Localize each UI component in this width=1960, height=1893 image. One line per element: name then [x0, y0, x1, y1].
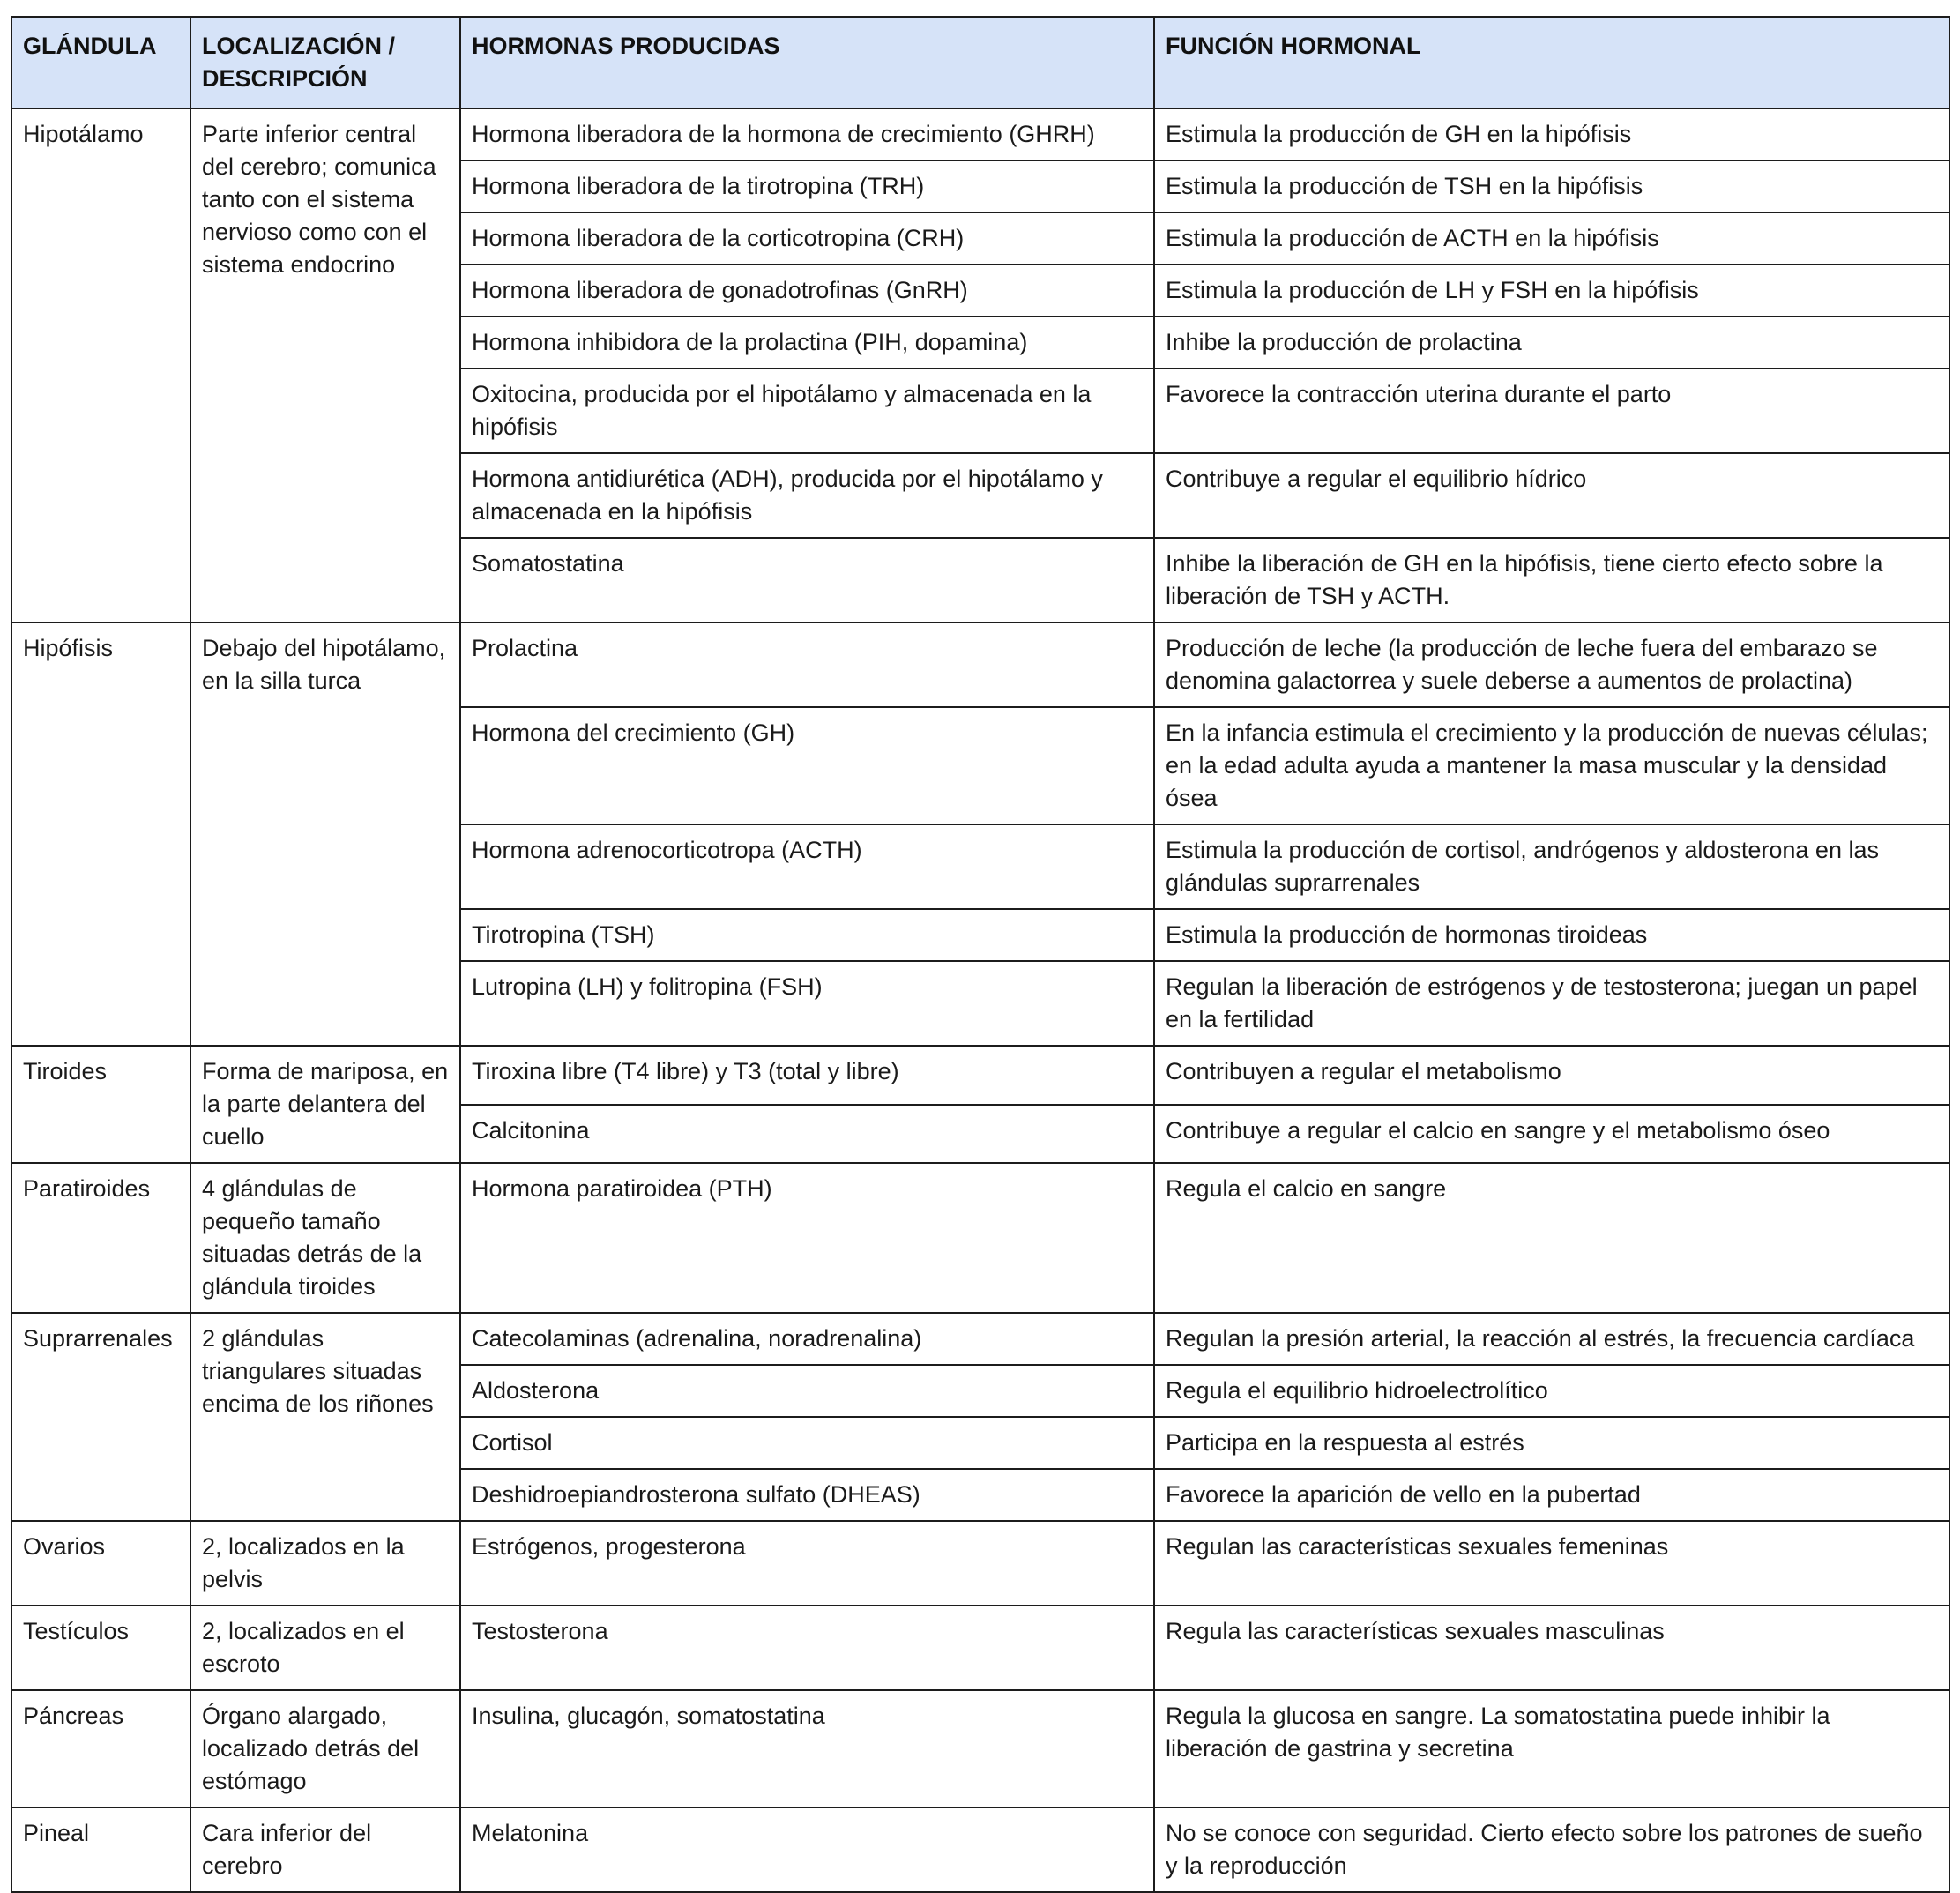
hormone-cell: Prolactina	[460, 622, 1154, 707]
hormone-cell: Calcitonina	[460, 1105, 1154, 1164]
hormone-table	[11, 16, 1950, 1893]
hormone-cell: Somatostatina	[460, 538, 1154, 622]
gland-cell: Ovarios	[11, 1521, 190, 1606]
hormone-cell: Lutropina (LH) y folitropina (FSH)	[460, 961, 1154, 1046]
location-cell: 2, localizados en el escroto	[190, 1606, 460, 1690]
gland-cell: Hipófisis	[11, 622, 190, 1046]
table-row	[11, 1807, 1949, 1892]
function-cell: Regula la glucosa en sangre. La somatostatina puede inhibir la liberación de gastrina y secretina	[1154, 1690, 1949, 1807]
gland-cell: Suprarrenales	[11, 1313, 190, 1521]
function-cell: Participa en la respuesta al estrés	[1154, 1417, 1949, 1469]
location-cell: Parte inferior central del cerebro; comunica tanto con el sistema nervioso como con el sistema endocrino	[190, 108, 460, 622]
function-cell: Contribuye a regular el equilibrio hídrico	[1154, 453, 1949, 538]
gland-cell: Pineal	[11, 1807, 190, 1892]
table-row	[11, 1163, 1949, 1313]
function-cell: Regula el equilibrio hidroelectrolítico	[1154, 1365, 1949, 1417]
table-row	[11, 622, 1949, 707]
hormone-cell: Hormona liberadora de la corticotropina (CRH)	[460, 212, 1154, 265]
function-cell: Contribuyen a regular el metabolismo	[1154, 1046, 1949, 1105]
header-hormones: HORMONAS PRODUCIDAS	[460, 17, 1154, 108]
gland-cell: Hipotálamo	[11, 108, 190, 622]
function-cell: Contribuye a regular el calcio en sangre y el metabolismo óseo	[1154, 1105, 1949, 1164]
hormone-cell: Hormona liberadora de la hormona de crecimiento (GHRH)	[460, 108, 1154, 160]
function-cell: Regula las características sexuales masculinas	[1154, 1606, 1949, 1690]
gland-cell: Testículos	[11, 1606, 190, 1690]
function-cell: Inhibe la producción de prolactina	[1154, 317, 1949, 369]
hormone-cell: Catecolaminas (adrenalina, noradrenalina)	[460, 1313, 1154, 1365]
hormone-cell: Hormona paratiroidea (PTH)	[460, 1163, 1154, 1313]
function-cell: Estimula la producción de hormonas tiroideas	[1154, 909, 1949, 961]
location-cell: Órgano alargado, localizado detrás del estómago	[190, 1690, 460, 1807]
location-cell: Debajo del hipotálamo, en la silla turca	[190, 622, 460, 1046]
function-cell: Regulan la liberación de estrógenos y de testosterona; juegan un papel en la fertilidad	[1154, 961, 1949, 1046]
hormone-cell: Hormona del crecimiento (GH)	[460, 707, 1154, 824]
function-cell: Inhibe la liberación de GH en la hipófisis, tiene cierto efecto sobre la liberación de TSH y ACTH.	[1154, 538, 1949, 622]
location-cell: 2, localizados en la pelvis	[190, 1521, 460, 1606]
function-cell: Estimula la producción de GH en la hipófisis	[1154, 108, 1949, 160]
function-cell: Estimula la producción de cortisol, andrógenos y aldosterona en las glándulas suprarrenales	[1154, 824, 1949, 909]
hormone-cell: Hormona adrenocorticotropa (ACTH)	[460, 824, 1154, 909]
table-row	[11, 1690, 1949, 1807]
function-cell: Estimula la producción de TSH en la hipófisis	[1154, 160, 1949, 212]
function-cell: Regula el calcio en sangre	[1154, 1163, 1949, 1313]
table-row	[11, 1046, 1949, 1105]
hormone-cell: Hormona antidiurética (ADH), producida por el hipotálamo y almacenada en la hipófisis	[460, 453, 1154, 538]
gland-cell: Páncreas	[11, 1690, 190, 1807]
gland-cell: Paratiroides	[11, 1163, 190, 1313]
hormone-cell: Cortisol	[460, 1417, 1154, 1469]
header-location: LOCALIZACIÓN / DESCRIPCIÓN	[190, 17, 460, 108]
location-cell: 2 glándulas triangulares situadas encima de los riñones	[190, 1313, 460, 1521]
location-cell: Cara inferior del cerebro	[190, 1807, 460, 1892]
function-cell: Regulan la presión arterial, la reacción al estrés, la frecuencia cardíaca	[1154, 1313, 1949, 1365]
function-cell: Favorece la contracción uterina durante el parto	[1154, 369, 1949, 453]
hormone-cell: Tirotropina (TSH)	[460, 909, 1154, 961]
function-cell: No se conoce con seguridad. Cierto efecto sobre los patrones de sueño y la reproducción	[1154, 1807, 1949, 1892]
table-body	[11, 108, 1949, 1892]
table-row	[11, 108, 1949, 160]
function-cell: En la infancia estimula el crecimiento y la producción de nuevas células; en la edad adulta ayuda a mantener la masa muscular y la densidad ósea	[1154, 707, 1949, 824]
function-cell: Favorece la aparición de vello en la pubertad	[1154, 1469, 1949, 1521]
hormone-cell: Insulina, glucagón, somatostatina	[460, 1690, 1154, 1807]
function-cell: Estimula la producción de ACTH en la hipófisis	[1154, 212, 1949, 265]
hormone-cell: Testosterona	[460, 1606, 1154, 1690]
function-cell: Regulan las características sexuales femeninas	[1154, 1521, 1949, 1606]
hormone-cell: Hormona liberadora de gonadotrofinas (GnRH)	[460, 265, 1154, 317]
header-function: FUNCIÓN HORMONAL	[1154, 17, 1949, 108]
hormone-cell: Hormona liberadora de la tirotropina (TRH)	[460, 160, 1154, 212]
hormone-cell: Aldosterona	[460, 1365, 1154, 1417]
table-row	[11, 1606, 1949, 1690]
hormone-cell: Hormona inhibidora de la prolactina (PIH, dopamina)	[460, 317, 1154, 369]
hormone-cell: Oxitocina, producida por el hipotálamo y almacenada en la hipófisis	[460, 369, 1154, 453]
location-cell: 4 glándulas de pequeño tamaño situadas detrás de la glándula tiroides	[190, 1163, 460, 1313]
table-row	[11, 1313, 1949, 1365]
hormone-cell: Melatonina	[460, 1807, 1154, 1892]
header-gland: GLÁNDULA	[11, 17, 190, 108]
hormone-cell: Deshidroepiandrosterona sulfato (DHEAS)	[460, 1469, 1154, 1521]
function-cell: Estimula la producción de LH y FSH en la hipófisis	[1154, 265, 1949, 317]
location-cell: Forma de mariposa, en la parte delantera del cuello	[190, 1046, 460, 1163]
hormone-cell: Tiroxina libre (T4 libre) y T3 (total y libre)	[460, 1046, 1154, 1105]
hormone-cell: Estrógenos, progesterona	[460, 1521, 1154, 1606]
header-row	[11, 17, 1949, 108]
gland-cell: Tiroides	[11, 1046, 190, 1163]
table-row	[11, 1521, 1949, 1606]
function-cell: Producción de leche (la producción de leche fuera del embarazo se denomina galactorrea y suele deberse a aumentos de prolactina)	[1154, 622, 1949, 707]
